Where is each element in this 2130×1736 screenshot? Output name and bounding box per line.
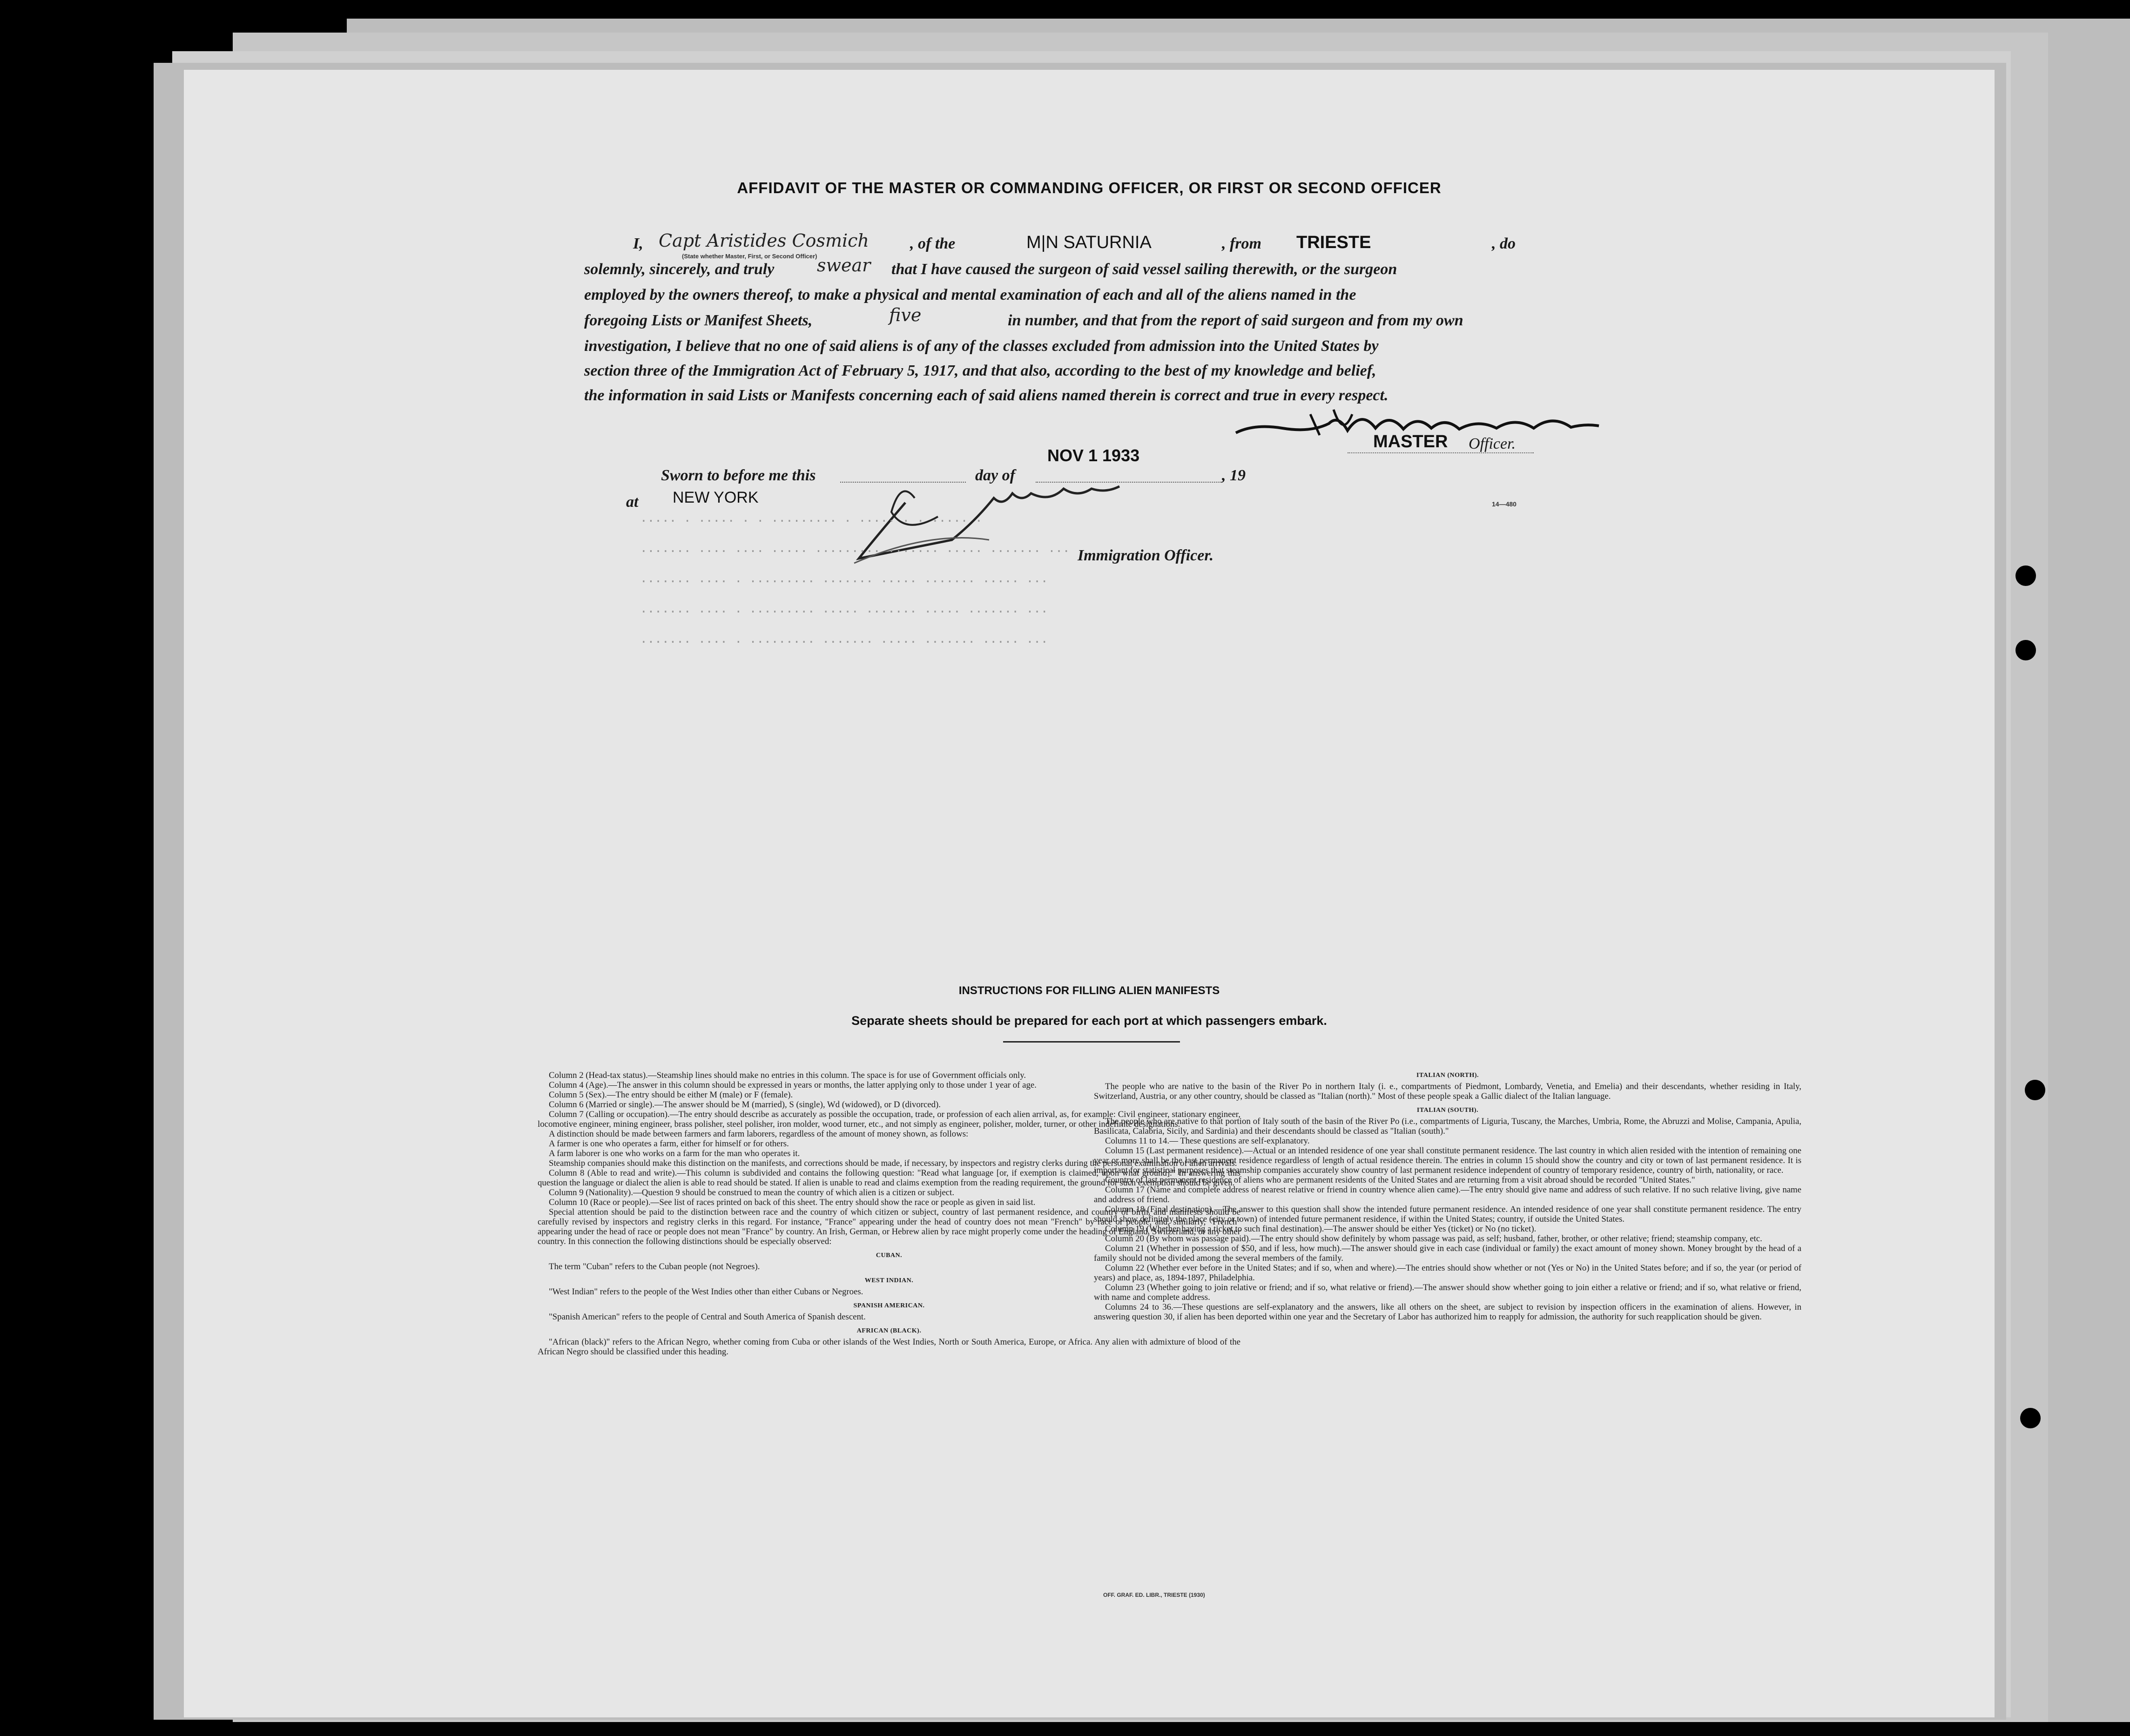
italian-north-definition: The people who are native to the basin of the River Po in northern Italy (i. e., compartments of Piedmont, Lombardy, Venetia, and Emelia) and their descendants, whether residing in Italy, Switzerland, Austria, or any other country, should be classed as "Italian (north)." Most of these people speak a Gallic dialect of the Italian language.	[1094, 1082, 1801, 1101]
instruction-paragraph: Column 19 (Whether having a ticket to such final destination).—The answer should be either Yes (ticket) or No (no ticket).	[1105, 1224, 1537, 1234]
affidavit-line-2b: that I have caused the surgeon of said vessel sailing therewith, or the surgeon	[891, 261, 1397, 278]
do-label: , do	[1492, 235, 1516, 252]
instruction-paragraph: Column 10 (Race or people).—See list of races printed on back of this sheet. The entry should show the race or people as given in said list.	[549, 1198, 1036, 1207]
punch-hole	[2015, 565, 2036, 586]
instruction-paragraph: Column 4 (Age).—The answer in this column should be expressed in years or months, the latter applying only to those under 1 year of age.	[549, 1080, 1037, 1090]
bleed-through-row: ······· ···· · ········· ······· ····· ······· ····· ···	[640, 575, 1048, 589]
italian-south-definition: The people who are native to that portion of Italy south of the basin of the River Po (i.e., compartments of Liguria, Tuscany, the Marches, Umbria, Rome, the Abruzzi and Molise, Campania, Apulia, Basilicata, Calabria, Sicily, and Sardinia) and their descendants should be classed as "Italian (south)."	[1094, 1117, 1801, 1136]
african-definition: "African (black)" refers to the African Negro, whether coming from Cuba or other islands of the West Indies, North or South America, Europe, or Africa. Any alien with admixture of blood of the African Negro should be classified under this heading.	[538, 1337, 1240, 1357]
punch-hole	[2025, 1080, 2045, 1100]
affidavit-line-4b: in number, and that from the report of said surgeon and from my own	[1008, 312, 1463, 329]
affidavit-title: AFFIDAVIT OF THE MASTER OR COMMANDING OFFICER, OR FIRST OR SECOND OFFICER	[737, 179, 1442, 196]
instruction-paragraph: Column 6 (Married or single).—The answer should be M (married), S (single), Wd (widowed), or D (divorced).	[549, 1100, 941, 1110]
italian-south-heading: ITALIAN (SOUTH).	[1416, 1107, 1479, 1114]
instruction-paragraph: A farmer is one who operates a farm, either for himself or for others.	[549, 1139, 789, 1149]
instruction-paragraph: Column 7 (Calling or occupation).—The entry should describe as accurately as possible the occupation, trade, or profession of each alien arrival, as, for example: Civil engineer, stationary engineer, locomotive engineer, mining engineer, brass polisher, steel polisher, iron molder, wood turner, etc., and not simply as engineer, polisher, molder, turner, or other indefinite designations.	[538, 1110, 1240, 1129]
punch-hole	[2020, 1408, 2041, 1428]
instruction-paragraph: Columns 11 to 14.— These questions are self-explanatory.	[1105, 1136, 1310, 1146]
spanish-american-heading: SPANISH AMERICAN.	[853, 1302, 925, 1309]
instruction-paragraph: Column 2 (Head-tax status).—Steamship lines should make no entries in this column. The space is for use of Government officials only.	[549, 1070, 1026, 1080]
affidavit-line-3: employed by the owners thereof, to make a physical and mental examination of each and all of the aliens named in the	[584, 286, 1356, 303]
instruction-paragraph: Columns 24 to 36.—These questions are self-explanatory and the answers, like all others on the sheet, are subject to revision by inspection officers in the examination of aliens. However, in answering question 30, if alien has been deported within one year and the Secretary of Labor has authorized him to reapply for admission, the authority for such reapplication should be given.	[1094, 1302, 1801, 1322]
instructions-title: INSTRUCTIONS FOR FILLING ALIEN MANIFESTS	[958, 984, 1220, 997]
instruction-paragraph: Column 15 (Last permanent residence).—Actual or an intended residence of one year shall constitute permanent residence. The last country in which alien resided with the intention of remaining one year or more shall be the last permanent residence regardless of length of actual residence therein. The entries in column 15 should show the country and city or town of last permanent residence. It is important for statistical purposes that steamship companies accurately show country of last permanent residence independent of country of temporary residence, country of birth, nationality, or race.	[1094, 1146, 1801, 1175]
instruction-paragraph: Country of last permanent residence of aliens who are permanent residents of the United States and are returning from a visit abroad should be recorded "United States."	[1105, 1175, 1695, 1185]
officer-suffix: Officer.	[1469, 435, 1516, 452]
affidavit-line-5: investigation, I believe that no one of said aliens is of any of the classes excluded from admission into the United States by	[584, 337, 1379, 355]
punch-hole	[2015, 640, 2036, 660]
italian-north-heading: ITALIAN (NORTH).	[1416, 1072, 1479, 1079]
instruction-paragraph: Column 9 (Nationality).—Question 9 should be construed to mean the country of which alien is a citizen or subject.	[549, 1188, 955, 1198]
instruction-paragraph: Column 5 (Sex).—The entry should be either M (male) or F (female).	[549, 1090, 793, 1100]
sworn-label: Sworn to before me this	[661, 467, 816, 484]
of-the-label: , of the	[910, 235, 956, 252]
cuban-heading: CUBAN.	[876, 1252, 903, 1259]
bleed-through-row: ······· ···· · ········· ····· ······· ····· ······· ···	[640, 605, 1048, 619]
manifest-page	[184, 70, 1995, 1717]
swear-handwritten: swear	[817, 255, 871, 276]
affidavit-line-1: I,	[633, 235, 643, 252]
vessel-name: M|N SATURNIA	[1026, 233, 1152, 252]
instruction-paragraph: A farm laborer is one who works on a farm for the man who operates it.	[549, 1149, 800, 1158]
instruction-paragraph: Column 22 (Whether ever before in the United States; and if so, when and where).—The entries should show whether or not (Yes or No) in the United States before; and if so, the year (or period of years) and place, as, 1894-1897, Philadelphia.	[1094, 1263, 1801, 1283]
form-number: 14—480	[1492, 500, 1517, 508]
instructions-subtitle: Separate sheets should be prepared for each port at which passengers embark.	[851, 1014, 1327, 1028]
instruction-paragraph: Column 8 (Able to read and write).—This column is subdivided and contains the following question: "Read what language [or, if exemption is claimed, upon what ground]." In answering this question the language or dialect the alien is able to read should be stated. If alien is unable to read and claims exemption from the reading requirement, the ground for such exemption should be given.	[538, 1168, 1240, 1188]
bleed-through-row: ····· · ····· · · ········· · ····· · · ····· ·	[640, 514, 983, 528]
count-handwritten: five	[889, 305, 922, 325]
date-stamp: NOV 1 1933	[1047, 446, 1140, 465]
at-label: at	[626, 493, 639, 511]
departure-port: TRIESTE	[1296, 233, 1371, 252]
affidavit-line-7: the information in said Lists or Manifests concerning each of said aliens named therein is correct and true in every respect.	[584, 387, 1389, 404]
instruction-paragraph: Column 21 (Whether in possession of $50, and if less, how much).—The answer should give in each case (individual or family) the exact amount of money shown. Money brought by the head of a family should not be divided among the several members of the family.	[1094, 1244, 1801, 1263]
immigration-officer-label: Immigration Officer.	[1078, 547, 1214, 564]
day-of-label: day of	[975, 467, 1015, 484]
west-indian-definition: "West Indian" refers to the people of the West Indies other than either Cubans or Negroes.	[549, 1287, 863, 1297]
instruction-paragraph: Column 23 (Whether going to join relative or friend; and if so, what relative or friend).—The answer should show whether going to join either a relative or friend; and if so, what relative or friend, with name and complete address.	[1094, 1283, 1801, 1302]
officer-title: MASTER	[1373, 432, 1448, 451]
west-indian-heading: WEST INDIAN.	[864, 1277, 914, 1284]
instruction-paragraph: Column 20 (By whom was passage paid).—The entry should show definitely by whom passage was paid, as self; husband, father, brother, or other relative; friend; steamship company, etc.	[1105, 1234, 1762, 1244]
sworn-city: NEW YORK	[673, 489, 759, 506]
bleed-through-row: ······· ···· · ········· ······· ····· ······· ····· ···	[640, 635, 1048, 649]
affidavit-line-4a: foregoing Lists or Manifest Sheets,	[584, 312, 813, 329]
affidavit-line-2a: solemnly, sincerely, and truly	[584, 261, 775, 278]
year-label: , 19	[1222, 467, 1246, 484]
instructions-divider	[1003, 1041, 1180, 1043]
african-heading: AFRICAN (BLACK).	[856, 1327, 922, 1334]
instructions-right-column	[1094, 1070, 1801, 1322]
instruction-paragraph: Column 17 (Name and complete address of nearest relative or friend in country whence alien came).—The entry should give name and address of such relative. If no such relative living, give name and address of friend.	[1094, 1185, 1801, 1204]
instruction-paragraph: Column 18 (Final destination).—The answer to this question shall show the intended future permanent residence. An intended residence of one year shall constitute permanent residence. The entry should show definitely the place (city or town) of intended future permanent residence, if within the United States; country, if outside the United States.	[1094, 1204, 1801, 1224]
instruction-paragraph: A distinction should be made between farmers and farm laborers, regardless of the amount of money shown, as follows:	[549, 1129, 969, 1139]
cuban-definition: The term "Cuban" refers to the Cuban people (not Negroes).	[549, 1262, 760, 1272]
bleed-through-row: ······· ···· ···· ····· ········· ······· ····· ······· ···	[640, 545, 1070, 558]
printer-imprint: OFF. GRAF. ED. LIBR., TRIESTE (1930)	[1103, 1592, 1205, 1598]
spanish-american-definition: "Spanish American" refers to the people of Central and South America of Spanish descent.	[549, 1312, 866, 1322]
master-caption: (State whether Master, First, or Second Officer)	[682, 253, 817, 260]
master-name-handwritten: Capt Aristides Cosmich	[659, 230, 869, 251]
affidavit-line-6: section three of the Immigration Act of February 5, 1917, and that also, according to the best of my knowledge and belief,	[584, 362, 1376, 379]
from-label: , from	[1222, 235, 1261, 252]
instruction-paragraph: Steamship companies should make this distinction on the manifests, and corrections should be made, if necessary, by inspectors and registry clerks during the personal examination of alien arrivals.	[549, 1158, 1237, 1168]
instruction-paragraph: Special attention should be paid to the distinction between race and the country of which citizen or subject, country of last permanent residence, and country of birth, and manifests should be carefully revised by inspectors and registry clerks in this regard. For instance, "France" appearing under the head of country does not mean "French" by race or people, and, similarly, "French" appearing under the head of race or people does not mean "France" by country. An Irish, German, or Hebrew alien by race might properly come under the heading of England, Switzerland, or any other country. In this connection the following distinctions should be especially observed:	[538, 1207, 1240, 1246]
